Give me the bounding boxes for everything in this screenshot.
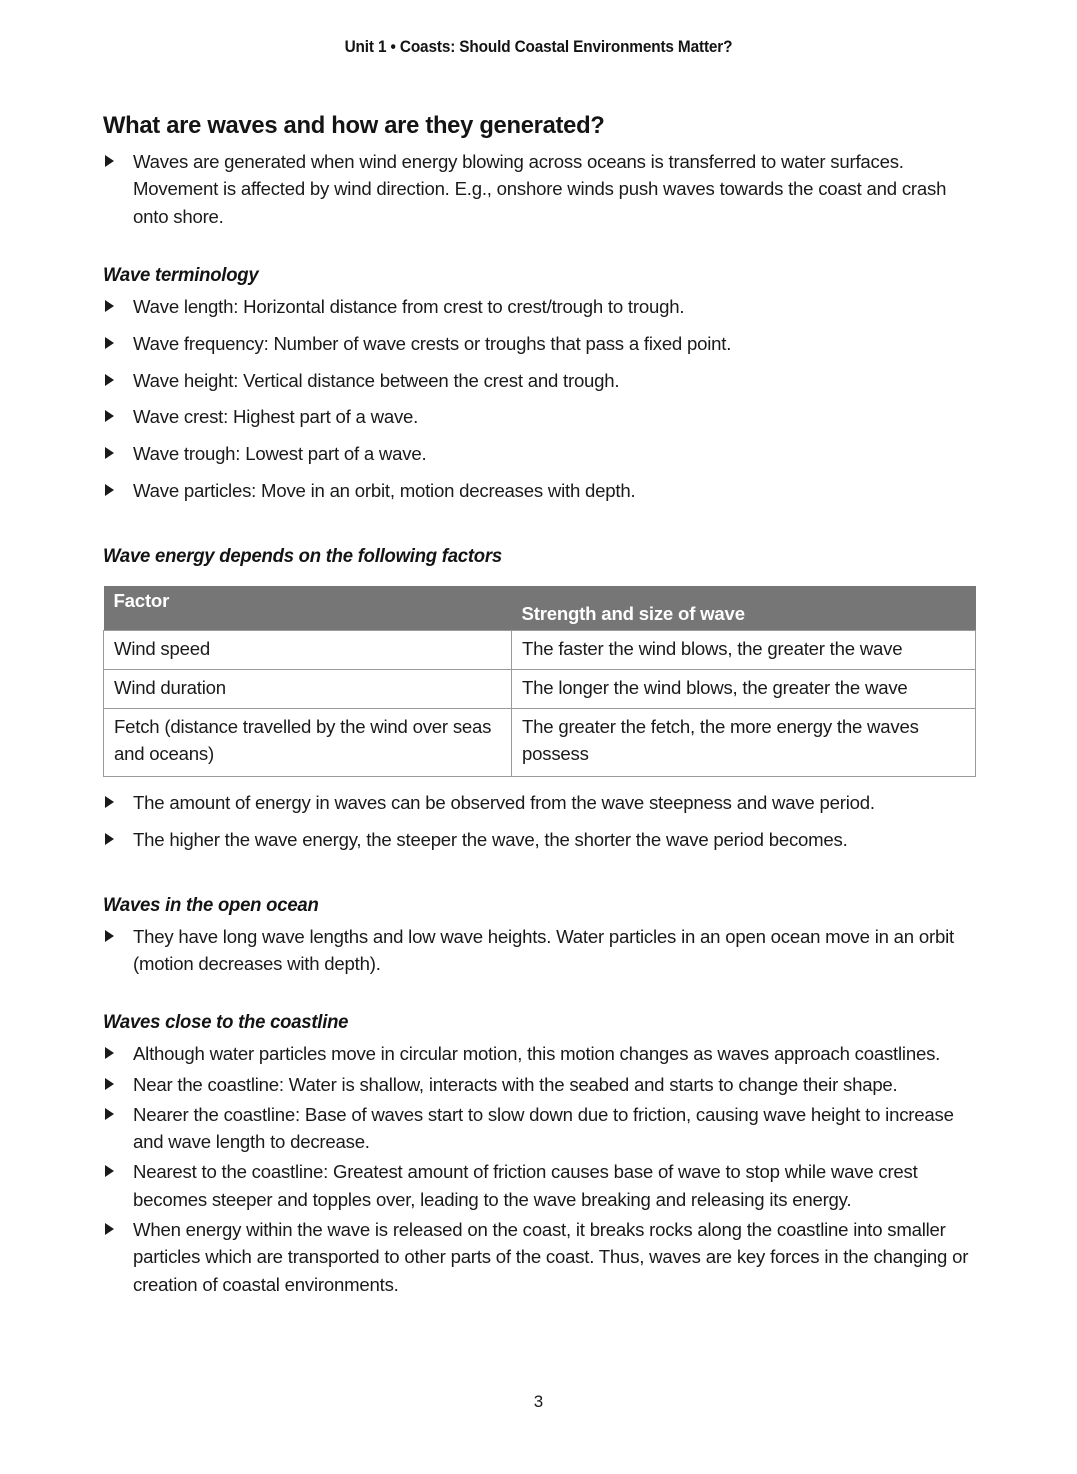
triangle-bullet-icon xyxy=(105,1040,119,1059)
table-row xyxy=(104,669,976,708)
list-item-text: Wave crest: Highest part of a wave. xyxy=(133,406,419,428)
triangle-bullet-icon xyxy=(105,1158,119,1177)
triangle-bullet-icon xyxy=(105,1101,119,1120)
list-item xyxy=(103,403,983,430)
list-item-text: Nearer the coastline: Base of waves start to slow down due to friction, causing wave height to increase and wave length to decrease. xyxy=(133,1103,954,1153)
list-item xyxy=(103,477,983,504)
subheading-wave-terminology: Wave terminology xyxy=(103,263,259,286)
triangle-bullet-icon xyxy=(105,440,119,459)
triangle-bullet-icon xyxy=(105,1071,119,1090)
triangle-bullet-icon xyxy=(105,477,119,496)
list-item xyxy=(103,1071,983,1098)
list-item-text: Wave height: Vertical distance between the crest and trough. xyxy=(133,369,620,391)
list-item-text: Wave particles: Move in an orbit, motion decreases with depth. xyxy=(133,480,636,502)
list-item-text: Wave frequency: Number of wave crests or troughs that pass a fixed point. xyxy=(133,332,732,354)
table-cell-factor: Wind speed xyxy=(104,630,512,669)
list-item-text: Nearest to the coastline: Greatest amount of friction causes base of wave to stop while wave crest becomes steeper and topples over, leading to the wave breaking and releasing its energy. xyxy=(133,1161,918,1210)
list-item xyxy=(103,330,983,357)
list-item xyxy=(103,923,983,978)
table-row xyxy=(104,708,976,776)
subheading-open-ocean: Waves in the open ocean xyxy=(103,893,319,916)
triangle-bullet-icon xyxy=(105,826,119,845)
page-number: 3 xyxy=(533,1392,544,1411)
coastline-bullet-list xyxy=(103,1040,983,1298)
page-content xyxy=(103,112,983,1301)
terminology-bullet-list xyxy=(103,293,983,504)
table-cell-strength: The greater the fetch, the more energy the waves possess xyxy=(512,708,976,776)
triangle-bullet-icon xyxy=(105,293,119,312)
list-item xyxy=(103,789,983,816)
triangle-bullet-icon xyxy=(105,1216,119,1235)
table-cell-factor: Fetch (distance travelled by the wind over seas and oceans) xyxy=(104,708,512,776)
list-item xyxy=(103,367,983,394)
page-title: What are waves and how are they generated? xyxy=(103,112,605,139)
energy-bullet-list xyxy=(103,789,983,853)
table-cell-strength: The longer the wind blows, the greater the wave xyxy=(512,669,976,708)
table-cell-strength: The faster the wind blows, the greater the wave xyxy=(512,630,976,669)
list-item-text: Near the coastline: Water is shallow, interacts with the seabed and starts to change their shape. xyxy=(133,1073,898,1095)
running-head: Unit 1 • Coasts: Should Coastal Environments Matter? xyxy=(344,38,733,56)
triangle-bullet-icon xyxy=(105,330,119,349)
list-item xyxy=(103,1101,983,1156)
subheading-wave-energy-factors: Wave energy depends on the following factors xyxy=(103,544,502,567)
triangle-bullet-icon xyxy=(105,789,119,808)
table-header-strength-label: Strength and size of wave xyxy=(521,602,745,624)
triangle-bullet-icon xyxy=(105,148,119,167)
subheading-close-to-coastline: Waves close to the coastline xyxy=(103,1011,349,1034)
list-item xyxy=(103,1216,983,1298)
table-row xyxy=(104,630,976,669)
list-item xyxy=(103,1158,983,1213)
list-item-text: The higher the wave energy, the steeper the wave, the shorter the wave period becomes. xyxy=(133,828,848,850)
list-item-text: They have long wave lengths and low wave heights. Water particles in an open ocean move in an orbit (motion decreases with depth). xyxy=(133,925,954,974)
list-item-text: Waves are generated when wind energy blowing across oceans is transferred to water surfaces. Movement is affected by wind direction. E.g., onshore winds push waves towards the coast and crash onto shore. xyxy=(133,151,947,227)
table-cell-factor: Wind duration xyxy=(104,669,512,708)
list-item-text: Although water particles move in circular motion, this motion changes as waves approach coastlines. xyxy=(133,1043,941,1065)
list-item xyxy=(103,148,983,230)
table-header-strength xyxy=(512,586,976,631)
list-item-text: Wave trough: Lowest part of a wave. xyxy=(133,443,427,465)
list-item xyxy=(103,826,983,853)
table-header-row xyxy=(104,586,976,631)
table-header-factor-label: Factor xyxy=(113,589,170,611)
intro-bullet-list xyxy=(103,148,983,230)
triangle-bullet-icon xyxy=(105,923,119,942)
list-item xyxy=(103,1040,983,1067)
table-header-factor xyxy=(104,586,512,631)
list-item xyxy=(103,440,983,467)
list-item-text: Wave length: Horizontal distance from crest to crest/trough to trough. xyxy=(133,295,685,317)
list-item-text: The amount of energy in waves can be observed from the wave steepness and wave period. xyxy=(133,791,875,813)
triangle-bullet-icon xyxy=(105,403,119,422)
triangle-bullet-icon xyxy=(105,367,119,386)
list-item-text: When energy within the wave is released on the coast, it breaks rocks along the coastline into smaller particles which are transported to other parts of the coast. Thus, waves are key forces in the changing or creation of coastal environments. xyxy=(133,1219,969,1295)
open-ocean-bullet-list xyxy=(103,923,983,978)
wave-energy-factors-table xyxy=(103,586,976,777)
list-item xyxy=(103,293,983,320)
